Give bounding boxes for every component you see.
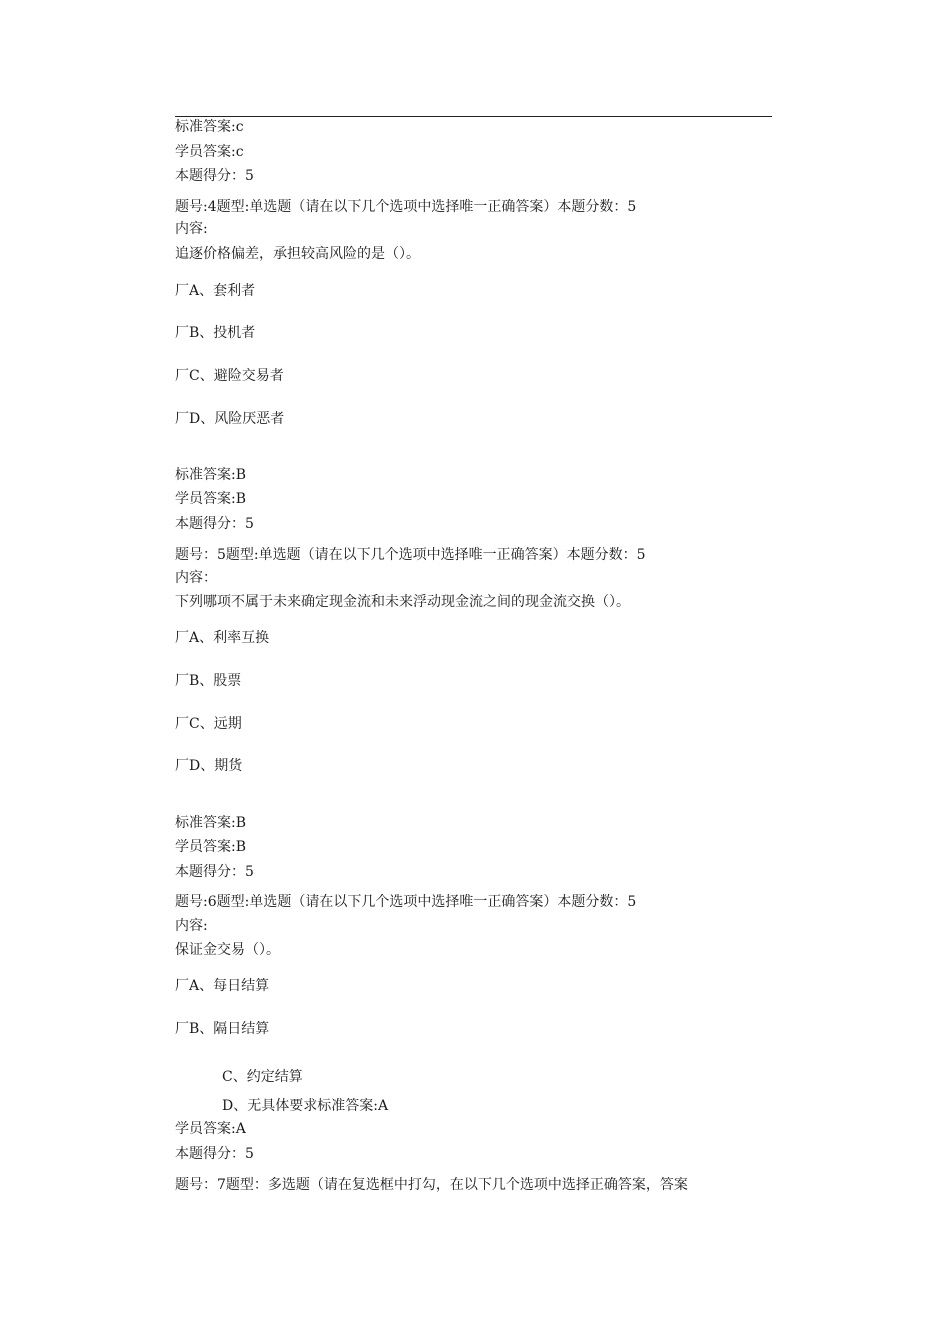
q4-option-c[interactable]: 厂C、避险交易者 bbox=[175, 368, 284, 384]
top-rule bbox=[175, 116, 772, 117]
q5-header: 题号：5题型:单选题（请在以下几个选项中选择唯一正确答案）本题分数：5 bbox=[175, 547, 646, 563]
q5-option-a[interactable]: 厂A、利率互换 bbox=[175, 630, 270, 646]
q5-standard-answer: 标准答案:B bbox=[175, 815, 247, 831]
q6-student-answer: 学员答案:A bbox=[175, 1121, 246, 1137]
q3-score: 本题得分：5 bbox=[175, 168, 254, 184]
q5-student-answer: 学员答案:B bbox=[175, 839, 247, 855]
q6-header: 题号:6题型:单选题（请在以下几个选项中选择唯一正确答案）本题分数：5 bbox=[175, 894, 637, 910]
q7-header: 题号：7题型：多选题（请在复选框中打勾，在以下几个选项中选择正确答案，答案 bbox=[175, 1177, 688, 1193]
q5-question: 下列哪项不属于未来确定现金流和未来浮动现金流之间的现金流交换（）。 bbox=[175, 594, 630, 610]
q4-content-label: 内容: bbox=[175, 221, 208, 237]
q4-header: 题号:4题型:单选题（请在以下几个选项中选择唯一正确答案）本题分数：5 bbox=[175, 199, 637, 215]
q4-student-answer: 学员答案:B bbox=[175, 491, 247, 507]
q5-option-d[interactable]: 厂D、期货 bbox=[175, 758, 243, 774]
q6-question: 保证金交易（）。 bbox=[175, 942, 280, 958]
q5-option-b[interactable]: 厂B、股票 bbox=[175, 673, 242, 689]
q3-standard-answer: 标准答案:c bbox=[175, 119, 244, 135]
q4-option-a[interactable]: 厂A、套利者 bbox=[175, 283, 256, 299]
q6-option-b[interactable]: 厂B、隔日结算 bbox=[175, 1021, 270, 1037]
q6-option-d[interactable]: D、无具体要求标准答案:A bbox=[222, 1098, 389, 1114]
q6-option-c[interactable]: C、约定结算 bbox=[222, 1069, 303, 1085]
q5-content-label: 内容： bbox=[175, 570, 217, 586]
q4-option-b[interactable]: 厂B、投机者 bbox=[175, 325, 256, 341]
q6-option-a[interactable]: 厂A、每日结算 bbox=[175, 978, 270, 994]
q4-score: 本题得分：5 bbox=[175, 516, 254, 532]
q4-standard-answer: 标准答案:B bbox=[175, 467, 247, 483]
q5-option-c[interactable]: 厂C、远期 bbox=[175, 716, 242, 732]
q6-content-label: 内容: bbox=[175, 918, 208, 934]
q5-score: 本题得分：5 bbox=[175, 864, 254, 880]
q4-option-d[interactable]: 厂D、风险厌恶者 bbox=[175, 411, 285, 427]
q6-score: 本题得分：5 bbox=[175, 1146, 254, 1162]
q3-student-answer: 学员答案:c bbox=[175, 144, 244, 160]
q4-question: 追逐价格偏差，承担较高风险的是（）。 bbox=[175, 246, 420, 262]
